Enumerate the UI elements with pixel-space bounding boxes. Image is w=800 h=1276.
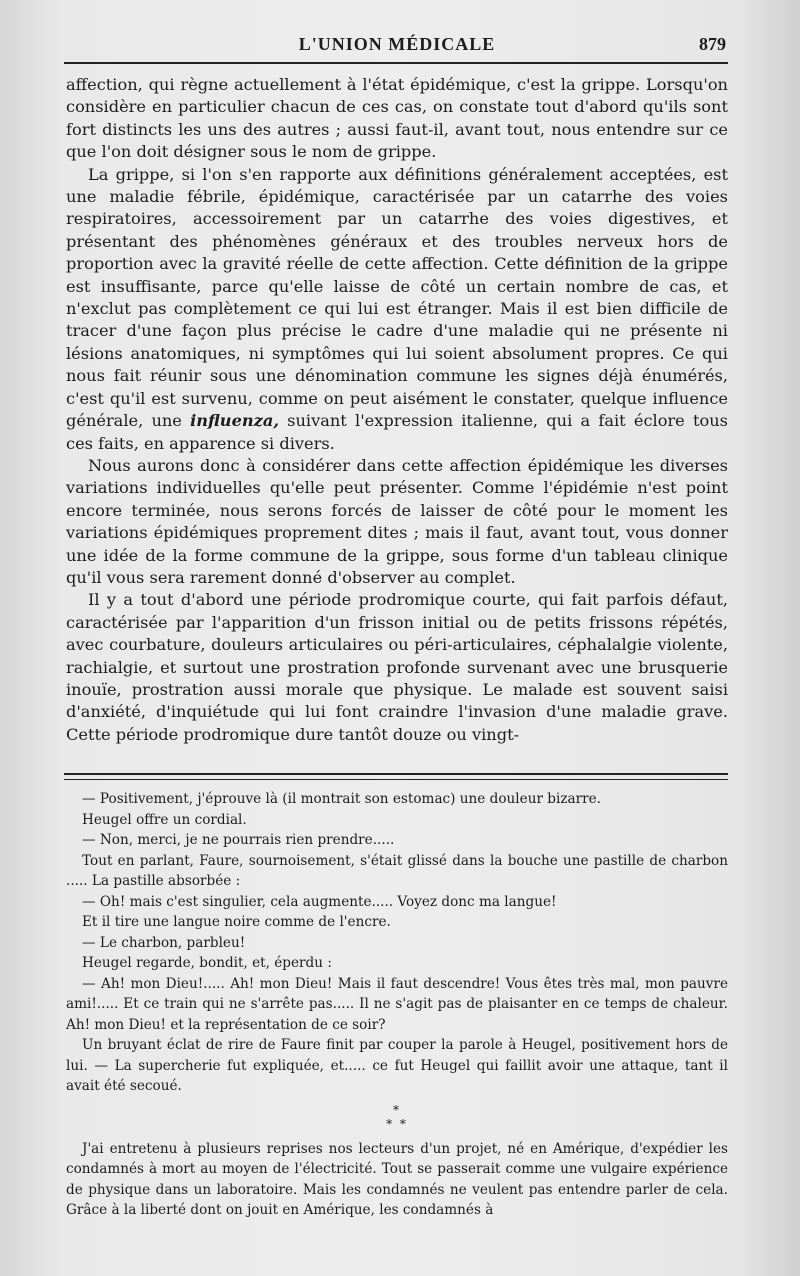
paragraph-4: Il y a tout d'abord une période prodromique courte, qui fait parfois défaut, caractérisée par l'apparition d'un frisson initial ou de petits frissons répétés, avec courbature, douleurs articulaires ou péri-articulaires, céphalalgie violente, rachialgie, et surtout une prostration profonde survenant avec une brusquerie inouïe, prostration aussi morale que physique. Le malade est souvent saisi d'anxiété, d'inquiétude qui lui font craindre l'invasion d'une maladie grave. Cette période prodromique dure tantôt douze ou vingt-: [66, 590, 728, 744]
feuilleton-line: Heugel offre un cordial.: [82, 811, 247, 828]
page-number: 879: [699, 34, 726, 54]
feuilleton-line: Tout en parlant, Faure, sournoisement, s'était glissé dans la bouche une pastille de charbon ..... La pastille absorbée :: [66, 852, 728, 889]
feuilleton-line: — Positivement, j'éprouve là (il montrait son estomac) une douleur bizarre.: [82, 791, 601, 807]
feuilleton-line: Un bruyant éclat de rire de Faure finit par couper la parole à Heugel, positivement hors de lui. — La supercherie fut expliquée, et..... ce fut Heugel qui faillit avoir une attaque, tant il avait été secoué.: [66, 1037, 728, 1094]
page-header: [64, 30, 730, 60]
feuilleton-line: — Ah! mon Dieu!..... Ah! mon Dieu! Mais il faut descendre! Vous êtes très mal, mon pauvre ami!..... Et ce train qui ne s'arrête pas..... Il ne s'agit pas de plaisanter en ce temps de chaleur. Ah! mon Dieu! et la représentation de ce soir?: [66, 975, 728, 1033]
feuilleton-rule: [64, 773, 728, 780]
feuilleton-line: Et il tire une langue noire comme de l'encre.: [82, 914, 391, 930]
feuilleton-line: — Non, merci, je ne pourrais rien prendre.....: [82, 832, 395, 848]
header-rule: [64, 62, 728, 64]
influenza-term: influenza,: [190, 411, 279, 431]
paragraph-1: affection, qui règne actuellement à l'état épidémique, c'est la grippe. Lorsqu'on considère en particulier chacun de ces cas, on constate tout d'abord qu'ils sont fort distincts les uns des autres ; aussi faut-il, avant tout, nous entendre sur ce que l'on doit désigner sous le nom de grippe.: [66, 75, 728, 162]
section-separator: * * *: [386, 1102, 408, 1131]
article-body: [66, 74, 728, 746]
running-title: L'UNION MÉDICALE: [298, 34, 496, 54]
paragraph-2-end: suivant l'expression italienne, qui a fait éclore tous ces faits, en apparence si divers.: [66, 411, 728, 453]
paragraph-3: Nous aurons donc à considérer dans cette affection épidémique les diverses variations individuelles qu'elle peut présenter. Comme l'épidémie n'est point encore terminée, nous serons forcés de laisser de côté pour le moment les variations épidémiques proprement dites ; mais il faut, avant tout, vous donner une idée de la forme commune de la grippe, sous forme d'un tableau clinique qu'il vous sera rarement donné d'observer au complet.: [66, 455, 728, 587]
feuilleton-line: — Le charbon, parbleu!: [82, 934, 246, 951]
feuilleton-line: — Oh! mais c'est singulier, cela augmente..... Voyez donc ma langue!: [82, 893, 557, 910]
feuilleton-section: [66, 789, 728, 1221]
paragraph-2-text: La grippe, si l'on s'en rapporte aux définitions généralement acceptées, est une maladie fébrile, épidémique, caractérisée par un catarrhe des voies respiratoires, accessoirement par un catarrhe des voies digestives, et présentant des phénomènes généraux et des troubles nerveux hors de proportion avec la gravité réelle de cette affection. Cette définition de la grippe est insuffisante, parce qu'elle laisse de côté un certain nombre de cas, et n'exclut pas complètement ce qui lui est étranger. Mais il est bien difficile de tracer d'une façon plus précise le cadre d'une maladie qui ne présente ni lésions anatomiques, ni symptômes qui lui soient absolument propres. Ce qui nous fait réunir sous une dénomination commune les signes déjà énumérés, c'est qu'il est survenu, comme on peut aisément le constater, quelque influence générale, une: [66, 164, 728, 431]
paragraph-2: [66, 164, 728, 455]
feuilleton-last-paragraph: J'ai entretenu à plusieurs reprises nos lecteurs d'un projet, né en Amérique, d'expédier les condamnés à mort au moyen de l'électricité. Tout se passerait comme une vulgaire expérience de physique dans un laboratoire. Mais les condamnés ne veulent pas entendre parler de cela. Grâce à la liberté dont on jouit en Amérique, les condamnés à: [66, 1140, 728, 1218]
feuilleton-line: Heugel regarde, bondit, et, éperdu :: [82, 955, 332, 971]
